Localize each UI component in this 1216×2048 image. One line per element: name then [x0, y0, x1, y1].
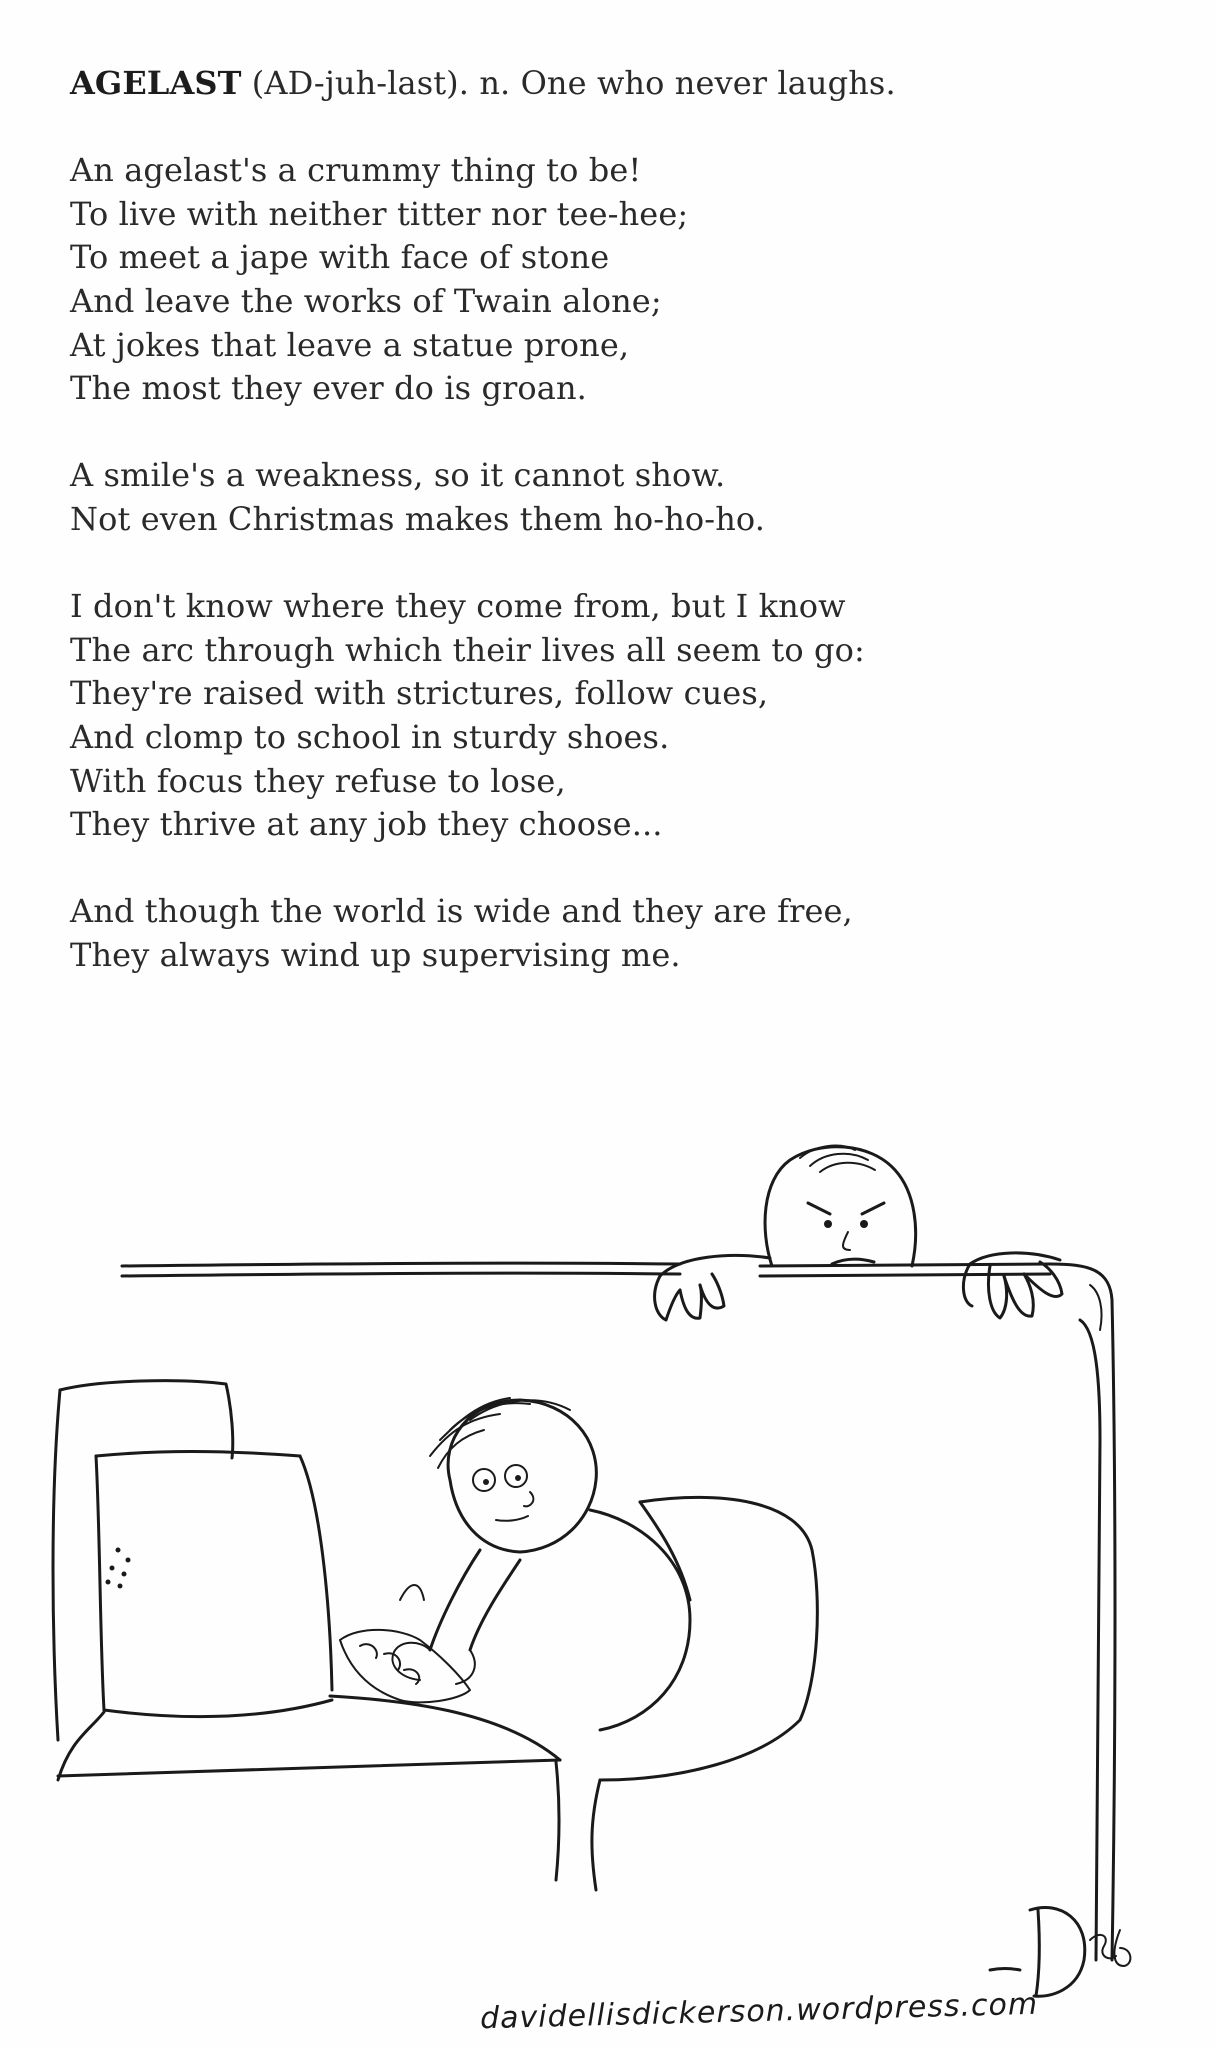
poem-line: The most they ever do is groan. [70, 369, 587, 408]
poem-line: Not even Christmas makes them ho-ho-ho. [70, 499, 765, 538]
desk-icon [58, 1696, 560, 1880]
signature-icon [990, 1907, 1130, 1996]
poem-line: They thrive at any job they choose... [70, 805, 663, 844]
definition-line [70, 62, 1150, 106]
headword: AGELAST [70, 64, 242, 102]
poem-text [70, 62, 1150, 977]
worker-figure-icon [340, 1398, 690, 1730]
poem-line: I don't know where they come from, but I know [70, 587, 846, 626]
cartoon-illustration [0, 1080, 1216, 2048]
poem-line: The arc through which their lives all seem to go: [70, 630, 865, 669]
stanza-gap [70, 542, 1150, 586]
stanza-gap [70, 106, 1150, 150]
cubicle-wall-icon [122, 1263, 1115, 1960]
poem-line: And leave the works of Twain alone; [70, 281, 662, 320]
poem-line: They always wind up supervising me. [70, 935, 681, 974]
supervisor-figure-icon [655, 1146, 1062, 1320]
poem-line: They're raised with strictures, follow cues, [70, 674, 769, 713]
poem-line: At jokes that leave a statue prone, [70, 325, 630, 364]
stanza-gap [70, 847, 1150, 891]
pronunciation: (AD-juh-last). [251, 64, 470, 102]
part-of-speech: n. [479, 64, 511, 102]
poem-line: And though the world is wide and they are free, [70, 892, 853, 931]
poem-line: To live with neither titter nor tee-hee; [70, 194, 689, 233]
office-chair-icon [592, 1497, 817, 1890]
poem-line: And clomp to school in sturdy shoes. [70, 717, 670, 756]
poem-line: An agelast's a crummy thing to be! [70, 151, 642, 190]
poem-line: A smile's a weakness, so it cannot show. [70, 456, 726, 495]
credit-url: davidellisdickerson.wordpress.com [479, 1986, 1039, 2037]
computer-monitor-icon [53, 1381, 332, 1780]
poem-line: With focus they refuse to lose, [70, 761, 566, 800]
definition-meaning: One who never laughs. [520, 64, 896, 102]
stanza-gap [70, 411, 1150, 455]
poem-line: To meet a jape with face of stone [70, 238, 610, 277]
